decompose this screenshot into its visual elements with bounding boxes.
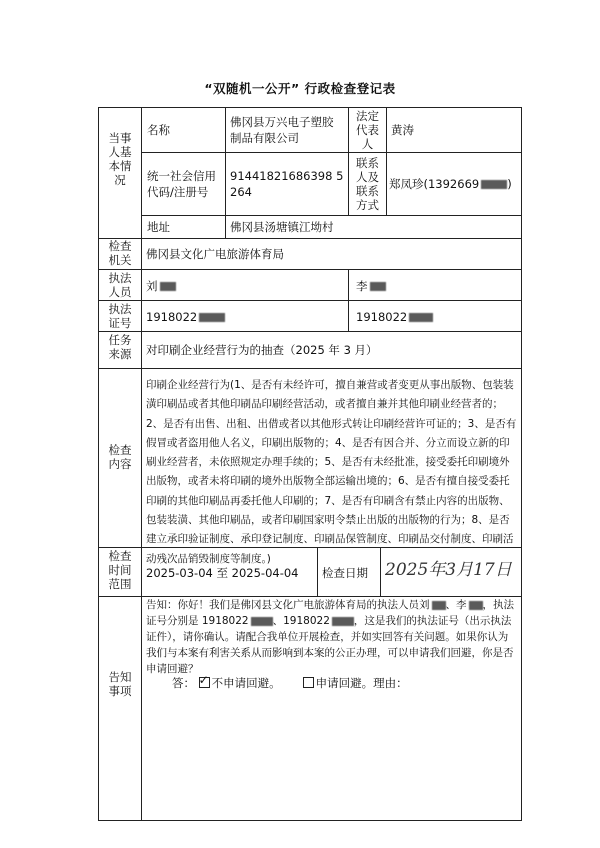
officer-2: 李	[356, 278, 386, 294]
notice-answer: 答： ✓ 不申请回避。 申请回避。理由：	[172, 675, 408, 691]
no-recusal-checkbox[interactable]	[199, 677, 210, 688]
notice-label: 告知事项	[108, 670, 132, 698]
address-value: 佛冈县汤塘镇江坳村	[230, 220, 334, 234]
document-title: “双随机一公开” 行政检查登记表	[204, 81, 396, 96]
address-label: 地址	[147, 220, 170, 234]
notice-text: 告知：你好！我们是佛冈县文化广电旅游体育局的执法人员刘 、李 ，执法证号分别是 1918022 、1918022 ，这是我们的执法证号（出示执法证件），请你确认。请配合我单位开展检查，并如实回答有关问题。如果你认为我们与本案有利害关系从而影响到本案的公正办理，可以申请我们回避，你是否申请回避？	[146, 599, 514, 675]
task-source-value: 对印刷企业经营行为的抽查（2025 年 3 月）	[146, 343, 378, 357]
credit-code-label: 统一社会信用代码/注册号	[147, 169, 216, 199]
task-source-label: 任务来源	[108, 333, 132, 361]
officers-label: 执法人员	[108, 271, 132, 299]
legal-rep-value: 黄涛	[391, 123, 414, 137]
certificate-2: 1918022	[356, 309, 433, 325]
contact-value: 郑凤珍(1392669 )	[389, 177, 512, 191]
contact-label: 联系人及联系方式	[356, 156, 379, 212]
name-label: 名称	[147, 123, 170, 137]
party-section-label: 当事人基本情况	[108, 131, 132, 187]
inspection-date-label: 检查日期	[322, 566, 368, 580]
period-label: 检查时间范围	[108, 549, 132, 591]
legal-rep-label: 法定代表人	[356, 109, 379, 151]
certificate-1: 1918022	[146, 309, 225, 325]
content-text: 印刷企业经营行为(1、是否有未经许可，擅自兼营或者变更从事出版物、包装装潢印刷品或者其他印刷品印刷经营活动，或者擅自兼并其他印刷业经营者的；2、是否有出售、出租、出借或者以其他形式转让印刷经营许可证的；3、是否有假冒或者盗用他人名义，印刷出版物的；4、是否有因合并、分立而设立新的印刷业经营者，未依照规定办理手续的；5、是否有未经批准，接受委托印刷境外出版物，或者未将印刷的境外出版物全部运输出境的；6、是否有擅自接受委托印刷的其他印刷品再委托他人印刷的；7、是否有印刷含有禁止内容的出版物、包装装潢、其他印刷品，或者印刷国家明令禁止出版的出版物的行为；8、是否建立承印验证制度、承印登记制度、印刷品保管制度、印刷品交付制度、印刷活动残次品销毁制度等制度。)	[146, 379, 517, 565]
inspection-date-handwritten: 2025年3月17日	[385, 560, 512, 580]
period-value: 2025-03-04 至 2025-04-04	[146, 566, 299, 580]
name-value: 佛冈县万兴电子塑胶制品有限公司	[230, 115, 334, 145]
agency-value: 佛冈县文化广电旅游体育局	[146, 247, 284, 261]
agency-label: 检查机关	[108, 239, 132, 267]
content-label: 检查内容	[108, 443, 132, 471]
certificate-label: 执法证号	[108, 302, 132, 330]
officer-1: 刘	[146, 278, 176, 294]
recusal-checkbox[interactable]	[303, 677, 314, 688]
credit-code-value: 91441821686398 5264	[230, 169, 344, 199]
